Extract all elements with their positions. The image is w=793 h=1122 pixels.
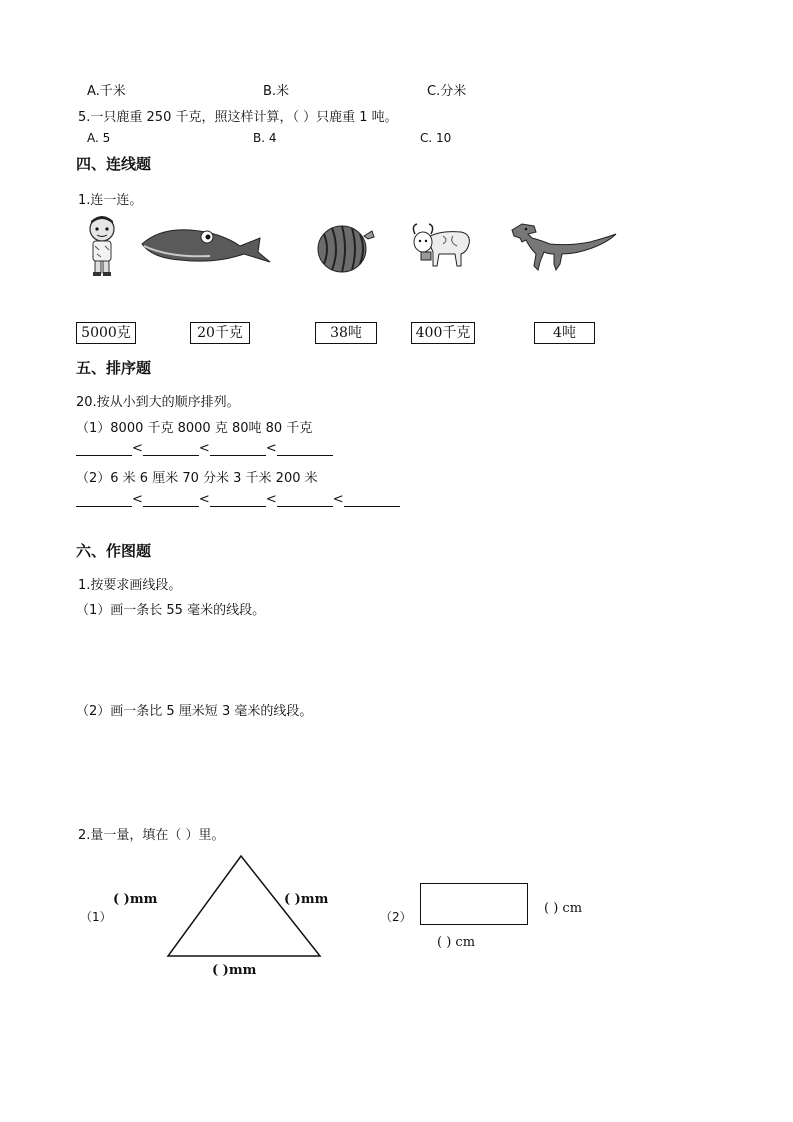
answer-blank[interactable] [143, 442, 199, 456]
weight-box-5: 4吨 [534, 322, 595, 344]
answer-blank[interactable] [277, 442, 333, 456]
dinosaur-image [510, 220, 618, 272]
q5-option-a: A. 5 [87, 131, 111, 145]
rectangle-bottom-answer[interactable]: ( ) cm [437, 935, 476, 950]
answer-blank[interactable] [143, 493, 199, 507]
ox-image [409, 222, 475, 270]
less-than: < [198, 441, 210, 456]
sort-sub1: （1）8000 千克 8000 克 80吨 80 千克 [76, 421, 313, 436]
weight-box-3: 38吨 [315, 322, 377, 344]
less-than: < [132, 492, 143, 507]
less-than: < [332, 492, 344, 507]
boy-image [82, 214, 122, 278]
whale-image [140, 222, 272, 267]
watermelon-image [314, 222, 378, 274]
weight-box-2: 20千克 [190, 322, 250, 344]
answer-blank[interactable] [76, 493, 132, 507]
triangle-left-answer[interactable]: ( )mm [113, 892, 158, 907]
section4-q1: 1.连一连。 [78, 193, 143, 208]
answer-blank[interactable] [210, 442, 266, 456]
less-than: < [198, 492, 210, 507]
section6-q1-2: （2）画一条比 5 厘米短 3 毫米的线段。 [76, 704, 313, 719]
section5-heading: 五、排序题 [76, 359, 152, 377]
q4-option-b: B.米 [263, 84, 290, 99]
triangle-bottom-answer[interactable]: ( )mm [212, 963, 257, 978]
less-than: < [132, 441, 143, 456]
sort-sub2: （2）6 米 6 厘米 70 分米 3 千米 200 米 [76, 471, 318, 486]
section5-question: 20.按从小到大的顺序排列。 [76, 395, 240, 410]
q4-option-a: A.千米 [87, 84, 126, 99]
answer-blank[interactable] [76, 442, 132, 456]
q5-option-c: C. 10 [420, 131, 452, 145]
sort-blanks-2 [76, 492, 400, 507]
rectangle-figure [420, 883, 528, 925]
section4-heading: 四、连线题 [76, 155, 152, 173]
section6-q2: 2.量一量，填在（ ）里。 [78, 828, 225, 843]
answer-blank[interactable] [210, 493, 266, 507]
rectangle-right-answer[interactable]: ( ) cm [544, 901, 583, 916]
sort-blanks-1 [76, 441, 333, 456]
triangle-right-answer[interactable]: ( )mm [284, 892, 329, 907]
section6-heading: 六、作图题 [76, 542, 152, 560]
section6-q1: 1.按要求画线段。 [78, 578, 182, 593]
figure-label-2: （2） [380, 910, 412, 924]
weight-box-4: 400千克 [411, 322, 475, 344]
less-than: < [265, 492, 277, 507]
section6-q1-1: （1）画一条长 55 毫米的线段。 [76, 603, 266, 618]
q5-question: 5.一只鹿重 250 千克，照这样计算，（ ）只鹿重 1 吨。 [78, 110, 398, 125]
q4-option-c: C.分米 [427, 84, 467, 99]
answer-blank[interactable] [277, 493, 333, 507]
answer-blank[interactable] [344, 493, 400, 507]
q5-option-b: B. 4 [253, 131, 277, 145]
weight-box-1: 5000克 [76, 322, 136, 344]
less-than: < [265, 441, 277, 456]
figure-label-1: （1） [80, 910, 112, 924]
